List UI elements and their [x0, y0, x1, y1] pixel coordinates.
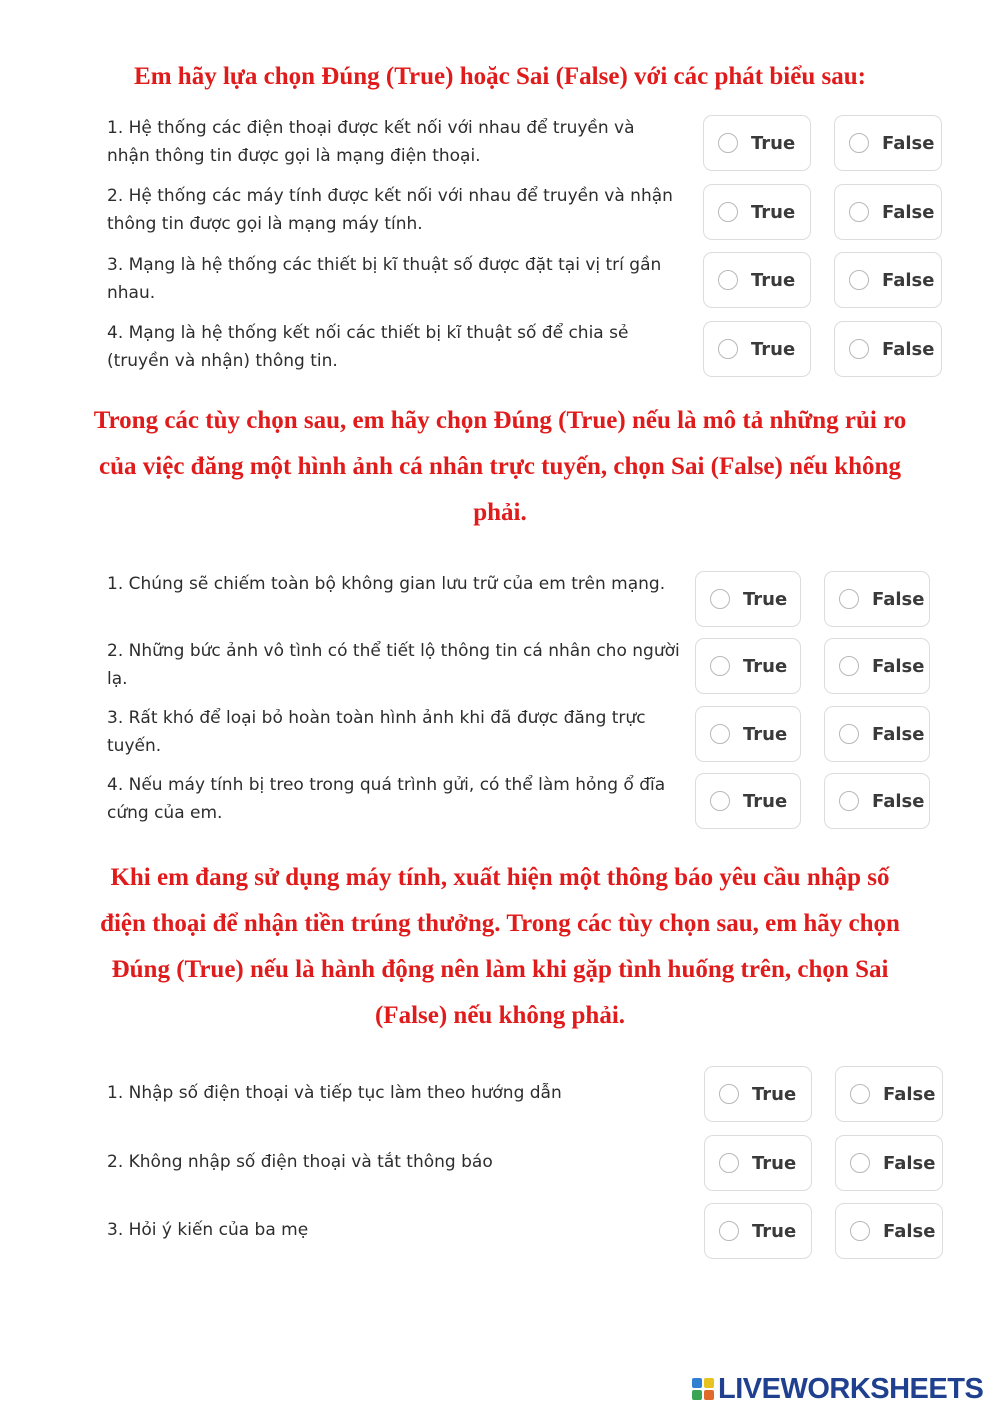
section-2-heading: Trong các tùy chọn sau, em hãy chọn Đúng (True) nếu là mô tả những rủi ro của việc đăng một hình ảnh cá nhân trực tuyến, chọn Sai (False) nếu không phải.	[93, 407, 907, 526]
true-label: True	[751, 132, 796, 154]
s2-q4-false-option[interactable]	[824, 773, 930, 829]
s2-q2-true-option[interactable]	[695, 638, 801, 694]
false-label: False	[882, 338, 935, 360]
radio-circle-icon[interactable]	[850, 1221, 870, 1241]
false-label: False	[882, 201, 935, 223]
s1-question-2: 2. Hệ thống các máy tính được kết nối với nhau để truyền và nhận thông tin được gọi là mạng máy tính.	[107, 186, 673, 234]
s1-q2-false-option[interactable]	[834, 184, 942, 240]
liveworksheets-logo	[692, 1372, 983, 1406]
s1-q4-true-option[interactable]	[703, 321, 811, 377]
true-label: True	[743, 588, 788, 610]
radio-circle-icon[interactable]	[718, 270, 738, 290]
s1-question-4: 4. Mạng là hệ thống kết nối các thiết bị kĩ thuật số để chia sẻ (truyền và nhận) thông tin.	[107, 323, 629, 371]
radio-circle-icon[interactable]	[849, 270, 869, 290]
s3-question-1: 1. Nhập số điện thoại và tiếp tục làm theo hướng dẫn	[107, 1083, 562, 1103]
logo-mark-icon	[692, 1378, 714, 1400]
radio-circle-icon[interactable]	[839, 589, 859, 609]
true-label: True	[752, 1152, 797, 1174]
radio-circle-icon[interactable]	[839, 791, 859, 811]
radio-circle-icon[interactable]	[849, 339, 869, 359]
s2-q2-false-option[interactable]	[824, 638, 930, 694]
radio-circle-icon[interactable]	[839, 656, 859, 676]
true-label: True	[743, 655, 788, 677]
radio-circle-icon[interactable]	[718, 202, 738, 222]
false-label: False	[882, 132, 935, 154]
radio-circle-icon[interactable]	[719, 1084, 739, 1104]
radio-circle-icon[interactable]	[719, 1221, 739, 1241]
radio-circle-icon[interactable]	[839, 724, 859, 744]
s2-q3-true-option[interactable]	[695, 706, 801, 762]
s1-q1-false-option[interactable]	[834, 115, 942, 171]
s2-q1-false-option[interactable]	[824, 571, 930, 627]
radio-circle-icon[interactable]	[710, 656, 730, 676]
radio-circle-icon[interactable]	[710, 589, 730, 609]
radio-circle-icon[interactable]	[718, 339, 738, 359]
s3-q2-false-option[interactable]	[835, 1135, 943, 1191]
false-label: False	[882, 269, 935, 291]
radio-circle-icon[interactable]	[710, 724, 730, 744]
false-label: False	[883, 1083, 936, 1105]
s1-q3-false-option[interactable]	[834, 252, 942, 308]
s1-question-1: 1. Hệ thống các điện thoại được kết nối với nhau để truyền và nhận thông tin được gọi là mạng điện thoại.	[107, 118, 635, 166]
false-label: False	[883, 1220, 936, 1242]
radio-circle-icon[interactable]	[849, 202, 869, 222]
false-label: False	[872, 655, 925, 677]
s2-question-4: 4. Nếu máy tính bị treo trong quá trình gửi, có thể làm hỏng ổ đĩa cứng của em.	[107, 775, 666, 823]
false-label: False	[872, 723, 925, 745]
s2-question-3: 3. Rất khó để loại bỏ hoàn toàn hình ảnh khi đã được đăng trực tuyến.	[107, 708, 646, 756]
true-label: True	[751, 201, 796, 223]
false-label: False	[872, 588, 925, 610]
true-label: True	[751, 338, 796, 360]
radio-circle-icon[interactable]	[850, 1084, 870, 1104]
radio-circle-icon[interactable]	[850, 1153, 870, 1173]
s3-q3-false-option[interactable]	[835, 1203, 943, 1259]
s2-q1-true-option[interactable]	[695, 571, 801, 627]
s1-q1-true-option[interactable]	[703, 115, 811, 171]
true-label: True	[743, 723, 788, 745]
false-label: False	[872, 790, 925, 812]
section-3-heading: Khi em đang sử dụng máy tính, xuất hiện một thông báo yêu cầu nhập số điện thoại để nhận tiền trúng thưởng. Trong các tùy chọn sau, em hãy chọn Đúng (True) nếu là hành động nên làm khi gặp tình huống trên, chọn Sai (False) nếu không phải.	[100, 864, 900, 1029]
logo-text: LIVEWORKSHEETS	[718, 1372, 984, 1405]
s1-q3-true-option[interactable]	[703, 252, 811, 308]
s2-question-1: 1. Chúng sẽ chiếm toàn bộ không gian lưu trữ của em trên mạng.	[107, 574, 666, 594]
s3-q3-true-option[interactable]	[704, 1203, 812, 1259]
s3-q1-true-option[interactable]	[704, 1066, 812, 1122]
false-label: False	[883, 1152, 936, 1174]
true-label: True	[752, 1220, 797, 1242]
s2-question-2: 2. Những bức ảnh vô tình có thể tiết lộ thông tin cá nhân cho người lạ.	[107, 641, 680, 689]
section-1-heading: Em hãy lựa chọn Đúng (True) hoặc Sai (False) với các phát biểu sau:	[134, 63, 866, 90]
radio-circle-icon[interactable]	[719, 1153, 739, 1173]
s2-q3-false-option[interactable]	[824, 706, 930, 762]
s3-question-3: 3. Hỏi ý kiến của ba mẹ	[107, 1220, 309, 1240]
s1-question-3: 3. Mạng là hệ thống các thiết bị kĩ thuật số được đặt tại vị trí gần nhau.	[107, 255, 662, 303]
true-label: True	[751, 269, 796, 291]
radio-circle-icon[interactable]	[849, 133, 869, 153]
true-label: True	[752, 1083, 797, 1105]
s3-question-2: 2. Không nhập số điện thoại và tắt thông báo	[107, 1152, 493, 1172]
true-label: True	[743, 790, 788, 812]
radio-circle-icon[interactable]	[718, 133, 738, 153]
s1-q2-true-option[interactable]	[703, 184, 811, 240]
radio-circle-icon[interactable]	[710, 791, 730, 811]
s2-q4-true-option[interactable]	[695, 773, 801, 829]
s3-q1-false-option[interactable]	[835, 1066, 943, 1122]
s1-q4-false-option[interactable]	[834, 321, 942, 377]
s3-q2-true-option[interactable]	[704, 1135, 812, 1191]
